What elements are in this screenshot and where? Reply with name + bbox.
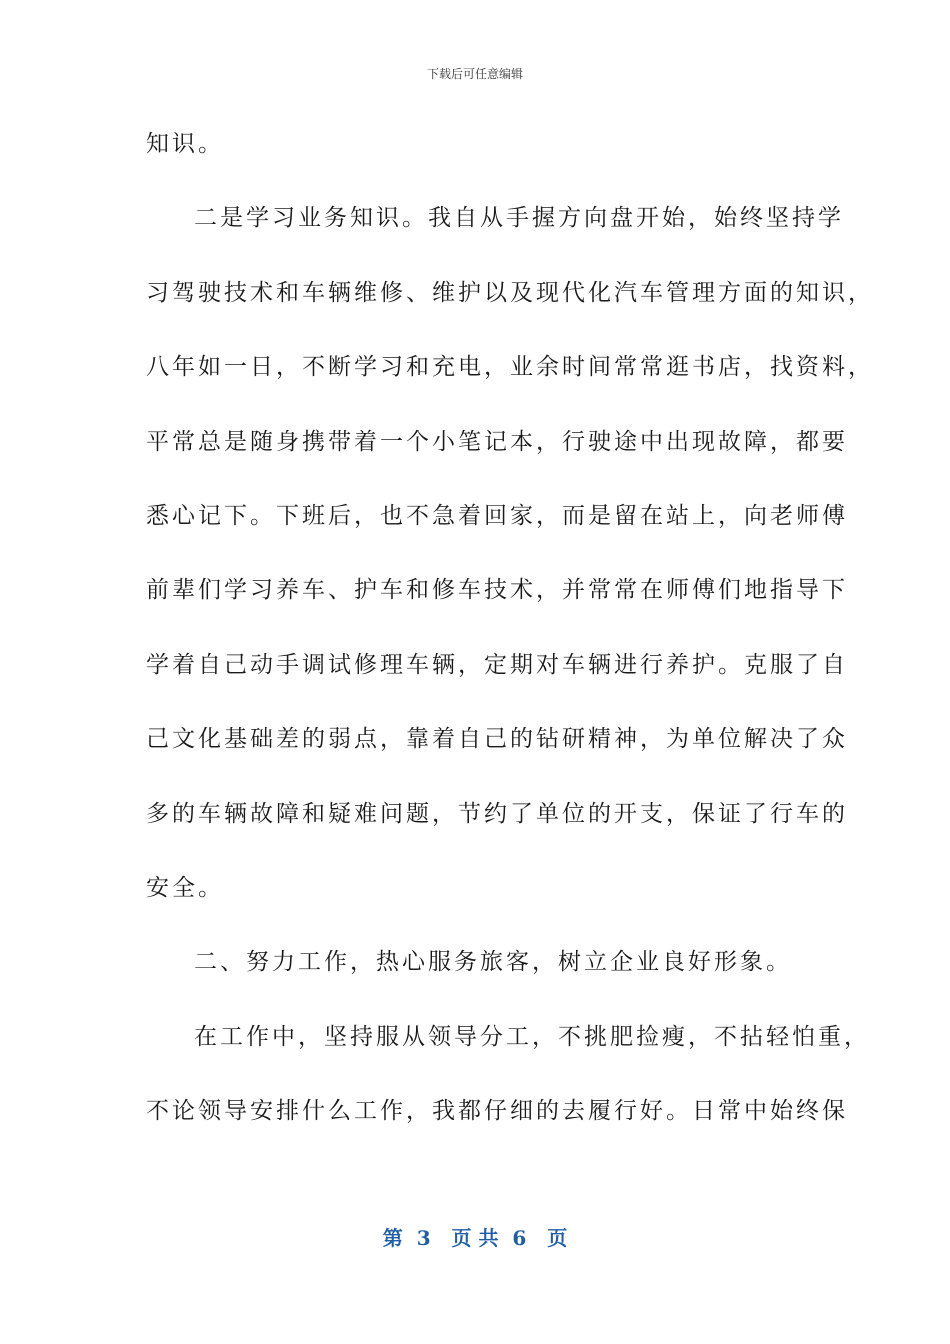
text-line: 不论领导安排什么工作，我都仔细的去履行好。日常中始终保 — [146, 1098, 848, 1125]
text-line: 习驾驶技术和车辆维修、维护以及现代化汽车管理方面的知识， — [146, 279, 874, 306]
text-line: 平常总是随身携带着一个小笔记本，行驶途中出现故障，都要 — [146, 428, 848, 455]
text-line: 八年如一日，不断学习和充电，业余时间常常逛书店，找资料， — [146, 354, 874, 381]
text-line: 悉心记下。下班后，也不急着回家，而是留在站上，向老师傅 — [146, 502, 848, 529]
text-line: 安全。 — [146, 874, 224, 901]
text-line: 学着自己动手调试修理车辆，定期对车辆进行养护。克服了自 — [146, 651, 848, 678]
text-line: 多的车辆故障和疑难问题，节约了单位的开支，保证了行车的 — [146, 800, 848, 827]
text-line: 己文化基础差的弱点，靠着自己的钻研精神，为单位解决了众 — [146, 726, 848, 753]
text-line: 前辈们学习养车、护车和修车技术，并常常在师傅们地指导下 — [146, 577, 848, 604]
document-body — [146, 120, 874, 1161]
text-line: 在工作中，坚持服从领导分工，不挑肥捡瘦，不拈轻怕重， — [194, 1023, 870, 1050]
text-line: 知识。 — [146, 131, 224, 157]
page-header: 下载后可任意编辑 — [426, 67, 523, 81]
page-number-footer: 第 3 页 共 6 页 — [382, 1226, 568, 1250]
text-line: 二是学习业务知识。我自从手握方向盘开始，始终坚持学 — [194, 205, 844, 232]
section-heading: 二、努力工作，热心服务旅客，树立企业良好形象。 — [194, 949, 792, 976]
